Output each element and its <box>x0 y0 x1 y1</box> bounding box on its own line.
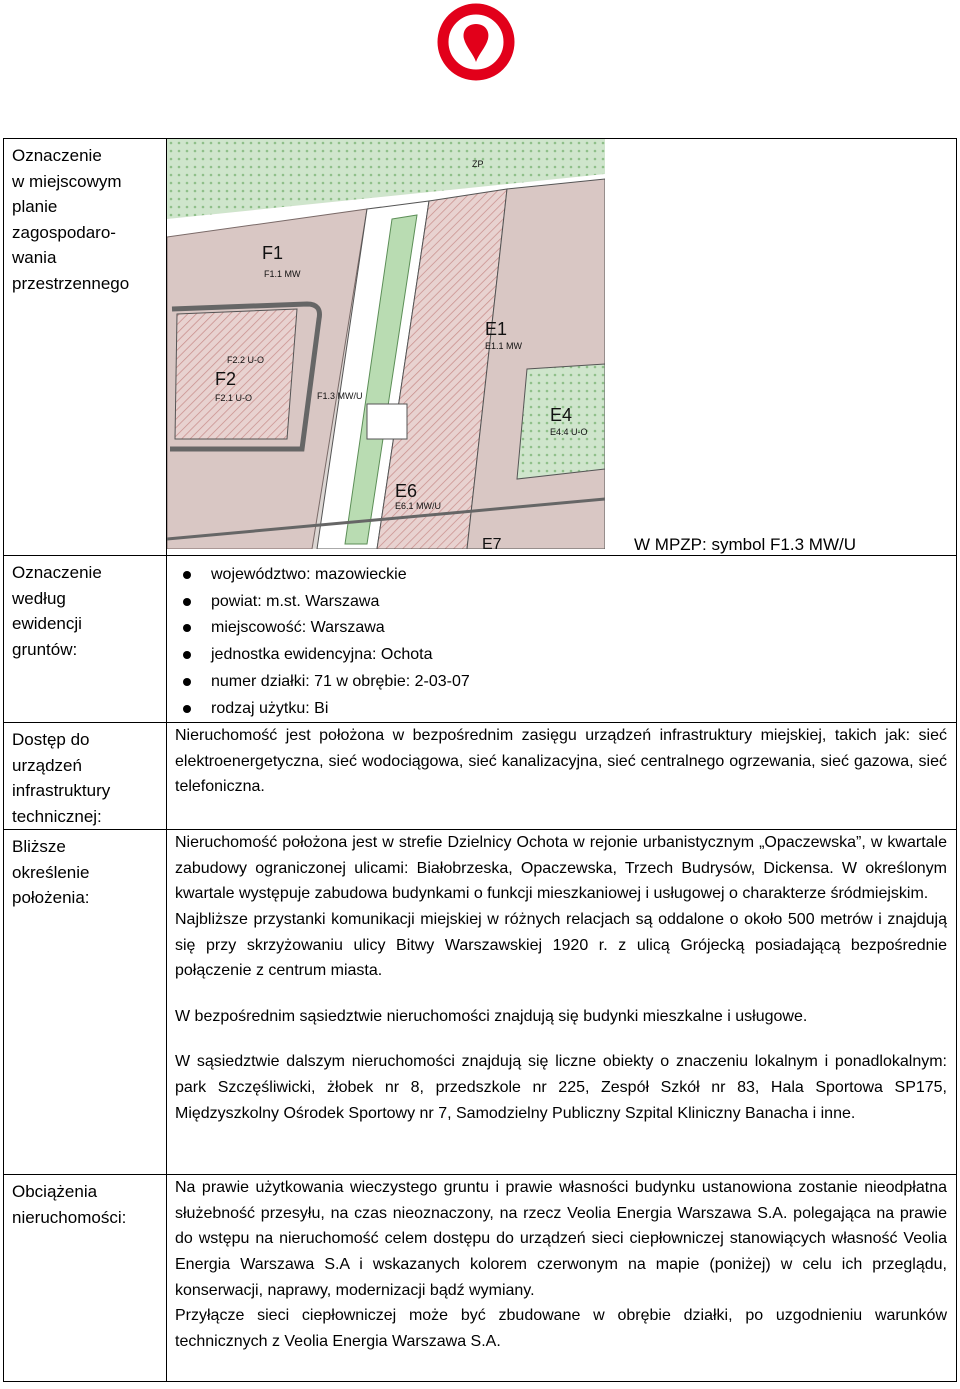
label-line: Oznaczenie <box>12 563 102 582</box>
list-item: jednostka ewidencyjna: Ochota <box>211 642 947 669</box>
map-label: E4 <box>550 405 573 425</box>
infrastructure-text: Nieruchomość jest położona w bezpośrednim zasięgu urządzeń infrastruktury miejskiej, takich jak: sieć elektroenergetyczna, sieć wodociągowa, sieć kanalizacyjna, sieć centralnego ogrzewania, sieć gazowa, sieć telefoniczna. <box>175 727 947 796</box>
content-mpzp <box>167 139 957 556</box>
label-obciazenia <box>4 1175 167 1382</box>
map-label: E6 <box>395 481 418 501</box>
row-mpzp <box>4 139 957 556</box>
label-line: nieruchomości: <box>12 1207 127 1227</box>
map-label: E4.4 U-O <box>550 427 588 437</box>
content-ewidencja <box>167 556 957 723</box>
veolia-logo-icon <box>434 2 518 82</box>
label-infrastruktura <box>4 723 167 830</box>
zoning-map <box>167 139 605 549</box>
label-ewidencja <box>4 556 167 723</box>
list-item: województwo: mazowieckie <box>211 562 947 589</box>
label-line: infrastruktury <box>12 781 111 801</box>
label-line: położenia: <box>12 888 90 908</box>
label-line: ewidencji <box>12 614 82 633</box>
location-paragraph: W sąsiedztwie dalszym nieruchomości znajdują się liczne obiekty o znaczeniu lokalnym i ponadlokalnym: park Szczęśliwicki, żłobek nr 8, przedszkole nr 225, Zespół Szkół nr 83, Hala Sportowa SP175, Międzyszkolny Ośrodek Sportowy nr 7, Samodzielny Publiczny Szpital Kliniczny Banacha i inne. <box>175 1053 947 1122</box>
location-paragraph: W bezpośrednim sąsiedztwie nieruchomości znajdują się budynki mieszkalne i usługowe. <box>175 1007 808 1025</box>
map-label: ZP <box>472 159 484 169</box>
encumbrance-paragraph: Przyłącze sieci ciepłowniczej może być zbudowane w obrębie działki, po uzgodnieniu warunków technicznych z Veolia Energia Warszawa S.A. <box>175 1307 947 1350</box>
row-obciazenia <box>4 1175 957 1382</box>
encumbrance-paragraph: Na prawie użytkowania wieczystego gruntu i prawie własności budynku ustanowiona zostanie nieodpłatna służebność przesyłu, na czas nieoznaczony, na rzecz Veolia Energia Warszawa S.A. polegająca na prawie do wstępu na nieruchomość celem dostępu do urządzeń sieci ciepłowniczej stanowiących własność Veolia Energia Warszawa S.A i wskazanych kolorem czerwonym na mapie (poniżej) w celu ich przeglądu, konserwacji, naprawy, modernizacji bądź wymiany. <box>175 1179 947 1299</box>
label-line: Oznaczenie <box>12 146 102 165</box>
property-table <box>3 138 957 1382</box>
list-item: miejscowość: Warszawa <box>211 615 947 642</box>
location-paragraph: Nieruchomość położona jest w strefie Dzielnicy Ochota w rejonie urbanistycznym „Opaczewska”, w kwartale zabudowy ograniczonej ulicami: Białobrzeska, Opaczewska, Trzech Budrysów, Dickensa. W określonym kwartale występuje zabudowa budynkami o funkcji mieszkaniowej i usługowej o charakterze śródmiejskim. <box>175 834 947 903</box>
label-line: według <box>12 588 66 608</box>
map-label: F2.1 U-O <box>215 393 253 403</box>
label-mpzp <box>4 139 167 556</box>
map-label: F1.3 MW/U <box>317 391 363 401</box>
row-infrastruktura <box>4 723 957 830</box>
label-line: określenie <box>12 862 90 882</box>
map-label: F2 <box>215 369 237 389</box>
list-item: rodzaj użytku: Bi <box>211 696 947 723</box>
map-label: E1.1 MW <box>485 341 523 351</box>
label-polozenie <box>4 830 167 1175</box>
map-label: F1.1 MW <box>264 269 301 279</box>
label-line: przestrzennego <box>12 273 130 293</box>
content-polozenie <box>167 830 957 1175</box>
registry-list <box>175 562 947 722</box>
map-label: E7 <box>482 536 502 549</box>
map-label: F1 <box>262 243 284 263</box>
map-label: F2.2 U-O <box>227 355 265 365</box>
label-line: Dostęp do <box>12 730 90 750</box>
location-paragraph: Najbliższe przystanki komunikacji miejskiej w różnych relacjach są oddalone o około 500 metrów i znajdują się przy skrzyżowaniu ulicy Bitwy Warszawskiej 1920 r. z ulicą Grójecką posiadającą bezpośrednie połączenie z centrum miasta. <box>175 911 947 980</box>
label-line: urządzeń <box>12 755 82 775</box>
row-polozenie <box>4 830 957 1175</box>
label-line: Obciążenia <box>12 1182 98 1202</box>
label-line: Bliższe <box>12 837 66 857</box>
label-line: technicznej: <box>12 806 102 826</box>
list-item: numer działki: 71 w obrębie: 2-03-07 <box>211 669 947 696</box>
label-line: wania <box>12 248 57 267</box>
label-line: w miejscowym <box>12 171 122 191</box>
map-label: E6.1 MW/U <box>395 501 442 511</box>
label-line: planie <box>12 197 58 216</box>
label-line: zagospodaro- <box>12 222 116 242</box>
map-label: E1 <box>485 319 508 339</box>
map-caption: W MPZP: symbol F1.3 MW/U <box>634 535 856 554</box>
list-item: powiat: m.st. Warszawa <box>211 589 947 616</box>
content-infrastruktura <box>167 723 957 830</box>
label-line: gruntów: <box>12 639 78 659</box>
content-obciazenia <box>167 1175 957 1382</box>
row-ewidencja <box>4 556 957 723</box>
